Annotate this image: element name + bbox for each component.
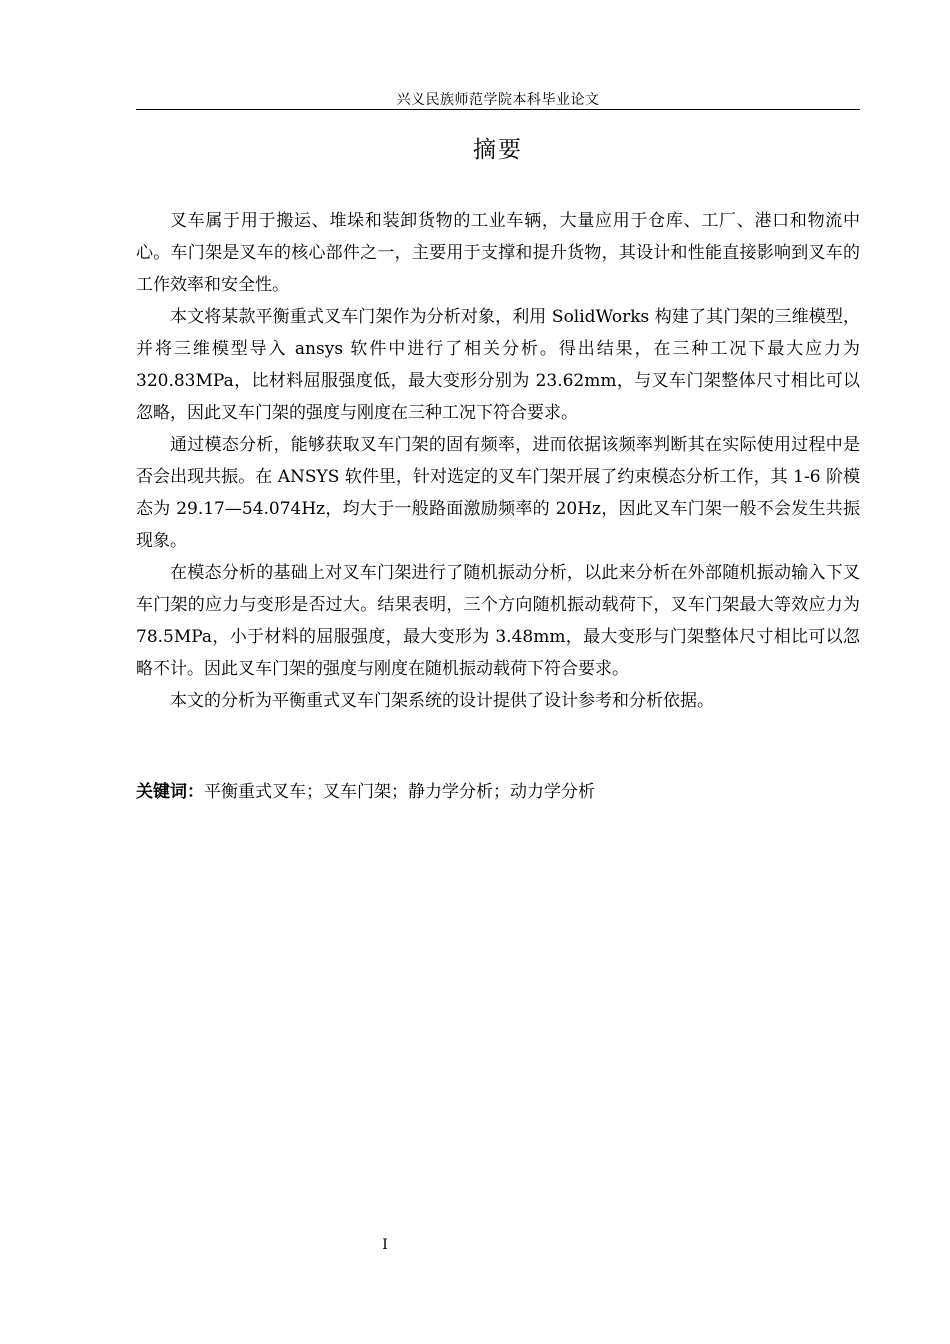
- abstract-paragraph-4: 在模态分析的基础上对叉车门架进行了随机振动分析，以此来分析在外部随机振动输入下叉车门架的应力与变形是否过大。结果表明，三个方向随机振动载荷下，叉车门架最大等效应力为 78.5MPa，小于材料的屈服强度，最大变形为 3.48mm，最大变形与门架整体尺寸相比可以忽略不计。因此叉车门架的强度与刚度在随机振动载荷下符合要求。: [136, 563, 860, 679]
- abstract-body: [136, 205, 860, 717]
- keywords-line: [136, 777, 860, 807]
- running-header: 兴义民族师范学院本科毕业论文: [396, 92, 600, 108]
- page-number: I: [382, 1237, 388, 1253]
- keywords-label: 关键词：: [136, 782, 204, 802]
- keywords-text: 平衡重式叉车；叉车门架；静力学分析；动力学分析: [204, 782, 595, 802]
- abstract-paragraph-1: 叉车属于用于搬运、堆垛和装卸货物的工业车辆，大量应用于仓库、工厂、港口和物流中心。车门架是叉车的核心部件之一，主要用于支撑和提升货物，其设计和性能直接影响到叉车的工作效率和安全性。: [136, 211, 860, 295]
- abstract-paragraph-2: 本文将某款平衡重式叉车门架作为分析对象，利用 SolidWorks 构建了其门架的三维模型，并将三维模型导入 ansys 软件中进行了相关分析。得出结果，在三种工况下最大应力为 320.83MPa，比材料屈服强度低，最大变形分别为 23.62mm，与叉车门架整体尺寸相比可以忽略，因此叉车门架的强度与刚度在三种工况下符合要求。: [136, 307, 860, 423]
- abstract-paragraph-3: 通过模态分析，能够获取叉车门架的固有频率，进而依据该频率判断其在实际使用过程中是否会出现共振。在 ANSYS 软件里，针对选定的叉车门架开展了约束模态分析工作，其 1-6 阶模态为 29.17—54.074Hz，均大于一般路面激励频率的 20Hz，因此叉车门架一般不会发生共振现象。: [136, 435, 860, 551]
- abstract-paragraph-5: 本文的分析为平衡重式叉车门架系统的设计提供了设计参考和分析依据。: [170, 691, 714, 711]
- abstract-title: 摘要: [473, 137, 523, 163]
- header-rule: [136, 109, 860, 110]
